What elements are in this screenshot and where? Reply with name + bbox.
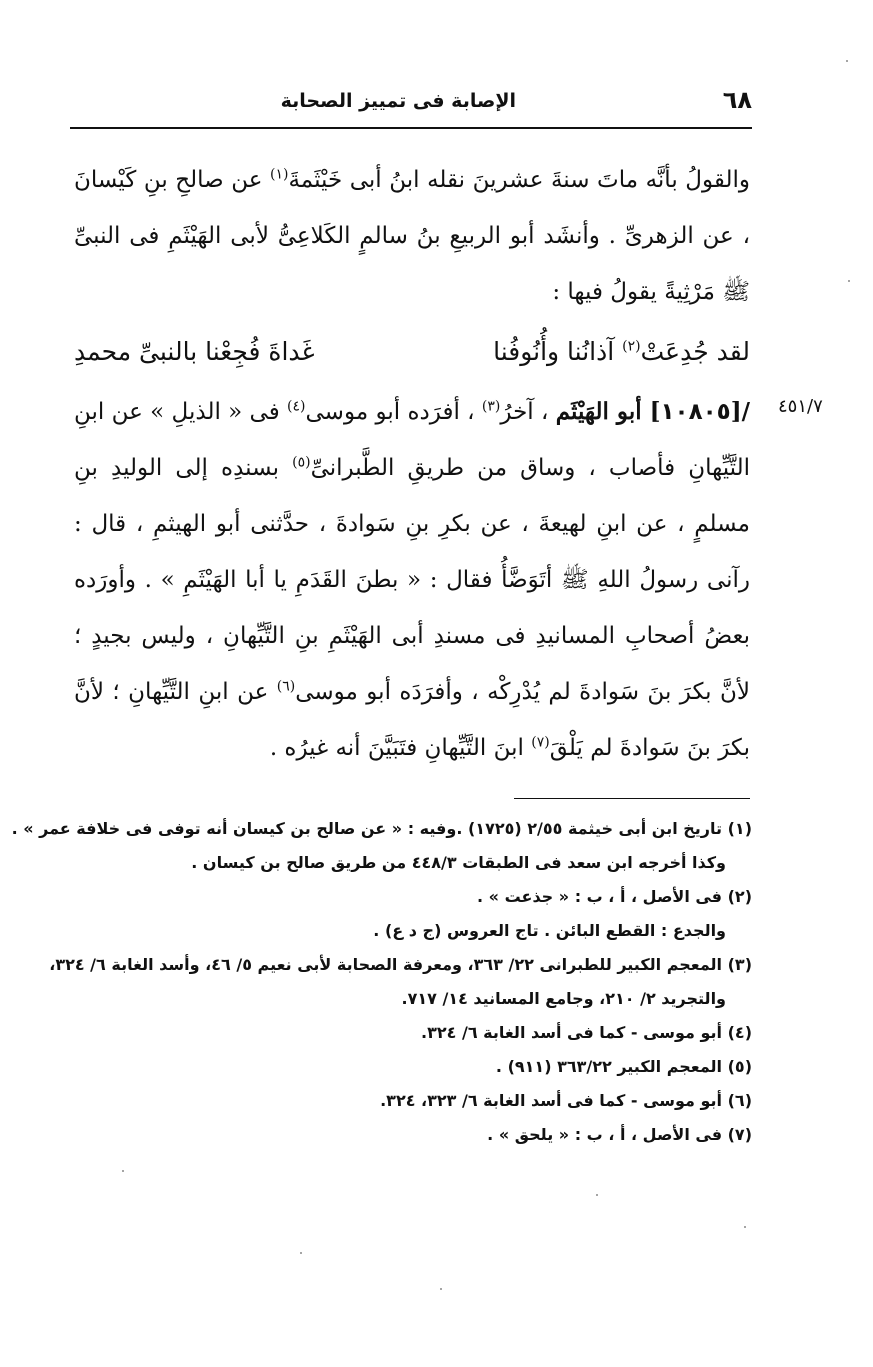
text-segment: آذانُنا وأُنُوفُنا: [493, 337, 623, 366]
entry-number: ١٠٨٠٥: [660, 399, 731, 425]
footnote-ref-1: (١): [270, 166, 289, 183]
footnote-ref-2: (٢): [622, 338, 641, 355]
main-text: [74, 152, 750, 776]
footnote-ref-4: (٤): [287, 398, 306, 415]
footnote-line: وكذا أخرجه ابن سعد فى الطبقات ٤٤٨/٣ من طريق صالح بن كيسان .: [191, 853, 726, 872]
paper-speck: [300, 1252, 302, 1254]
footnote-ref-6: (٦): [276, 678, 296, 695]
footnote-line: والتجريد ٢/ ٢١٠، وجامع المسانيد ١٤/ ٧١٧.: [401, 989, 726, 1008]
header-rule: [70, 127, 752, 129]
footnote-line: (٧) فى الأصل ، أ ، ب : « يلحق » .: [487, 1125, 752, 1144]
footnote-line: (٥) المعجم الكبير ٣٦٣/٢٢ (٩١١) .: [495, 1057, 752, 1076]
margin-reference: ٤٥١/٧: [778, 396, 823, 417]
text-segment: بسندِه إلى الوليدِ بنِ مسلمٍ ، عن ابنِ لهيعةَ ، عن بكرِ بنِ سَوادةَ ، حدَّثنى أبو الهيثمِ ، قال : رآنى رسولُ اللهِ ﷺ أتَوَضَّأُ فقال : « بطنَ القَدَمِ يا أبا الهَيْثَمِ » . وأورَده بعضُ أصحابِ المسانيدِ فى مسندِ أبى الهَيْثَمِ بنِ التَّيِّهانِ ، وليس بجيدٍ ؛ لأنَّ بكرَ بنَ سَوادةَ لم يُدْرِكْه ، وأفرَدَه أبو موسى: [74, 455, 750, 705]
text-segment: ، أفرَده أبو موسى: [305, 399, 482, 425]
text-segment: فى « الذيلِ » عن ابنِ التَّيِّهانِ فأصاب ، وساق من طريقِ الطَّبرانىِّ: [74, 399, 750, 481]
paper-speck: [440, 1288, 442, 1290]
footnote-ref-7: (٧): [531, 734, 550, 751]
footnote-line: والجدع : القطع البائن . تاج العروس (ج د ع) .: [373, 921, 726, 940]
footnotes: [11, 812, 752, 1152]
text-segment: ابنَ التَّيِّهانِ فتَبَيَّنَ أنه غيرُه .: [269, 735, 532, 761]
entry-open-bracket: /[: [730, 398, 751, 425]
paper-speck: [744, 1226, 746, 1228]
footnote-line: (٣) المعجم الكبير للطبرانى ٢٢/ ٣٦٣، ومعرفة الصحابة لأبى نعيم ٥/ ٤٦، وأسد الغابة ٦/ ٣٢٤،: [49, 955, 752, 974]
entry-close-bracket: ]: [641, 398, 661, 425]
paper-speck: [848, 280, 850, 282]
footnote-line: (٦) أبو موسى - كما فى أسد الغابة ٦/ ٣٢٣، ٣٢٤.: [380, 1091, 752, 1110]
text-segment: والقولُ بأنَّه ماتَ سنةَ عشرينَ نقله ابنُ أبى خَيْثَمةَ: [288, 167, 750, 193]
paper-speck: [596, 1194, 598, 1196]
paper-speck: [846, 60, 848, 62]
entry-name: أبو الهَيْثَم: [555, 398, 642, 425]
text-segment: عن صالحِ بنِ كَيْسانَ ، عن الزهرىِّ . وأنشَد أبو الربيعِ بنُ سالمٍ الكَلاعِىُّ لأبى الهَيْثَمِ فى النبىِّ ﷺ مَرْثِيةً يقولُ فيها :: [74, 167, 750, 305]
text-segment: ، آخرُ: [500, 399, 556, 425]
verse-first-hemistich: [493, 324, 750, 380]
footnote-line: (٢) فى الأصل ، أ ، ب : « جذعت » .: [477, 887, 752, 906]
verse-second-hemistich: غَداةَ فُجِعْنا بالنبىِّ محمدِ: [74, 337, 315, 366]
footnote-separator: [514, 798, 750, 799]
poetry-verse: [74, 324, 750, 380]
paragraph-death-report: [74, 152, 750, 320]
footnote-ref-5: (٥): [292, 454, 311, 471]
paper-speck: [122, 1170, 124, 1172]
text-segment: عن ابنِ التَّيِّهانِ ؛ لأنَّ بكرَ بنَ سَوادةَ لم يَلْقَ: [74, 679, 750, 761]
footnote-ref-3: (٣): [481, 398, 501, 415]
page-header: [70, 86, 752, 118]
paragraph-entry: [74, 384, 750, 776]
footnote-line: (٤) أبو موسى - كما فى أسد الغابة ٦/ ٣٢٤.: [421, 1023, 752, 1042]
page-number: ٦٨: [722, 86, 752, 114]
running-title: الإصابة فى تمييز الصحابة: [280, 90, 516, 112]
footnote-line: (١) تاريخ ابن أبى خيثمة ٢/٥٥ (١٧٢٥) .وفيه : « عن صالح بن كيسان أنه توفى فى خلافة عمر » .: [11, 819, 752, 838]
text-segment: لقد جُدِعَتْ: [640, 337, 750, 366]
